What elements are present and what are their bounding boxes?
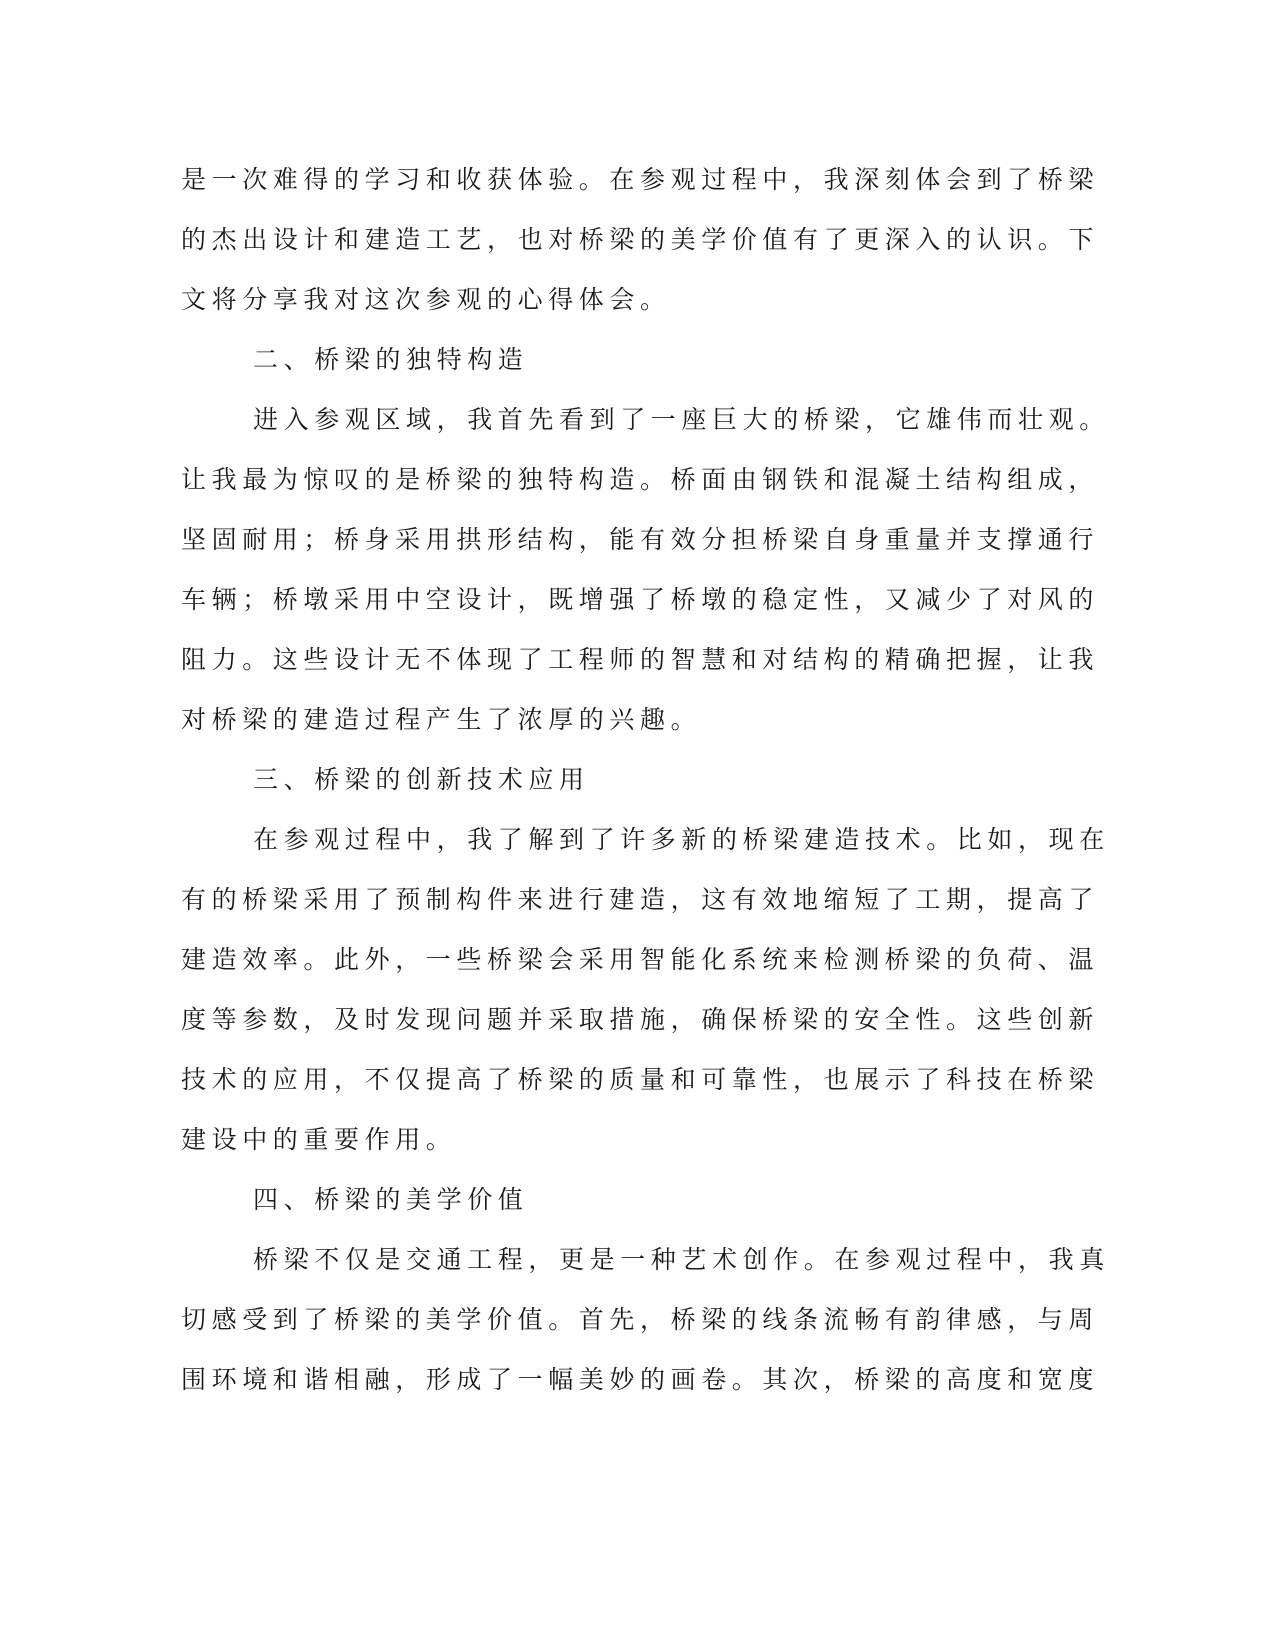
text-line: 技术的应用，不仅提高了桥梁的质量和可靠性，也展示了科技在桥梁	[181, 1065, 1100, 1094]
text-line: 文将分享我对这次参观的心得体会。	[181, 285, 671, 314]
text-line: 桥梁不仅是交通工程，更是一种艺术创作。在参观过程中，我真	[253, 1245, 1110, 1274]
text-line: 车辆；桥墩采用中空设计，既增强了桥墩的稳定性，又减少了对风的	[181, 585, 1100, 614]
document-page	[181, 150, 1110, 1410]
text-line: 是一次难得的学习和收获体验。在参观过程中，我深刻体会到了桥梁	[181, 165, 1100, 194]
text-line: 度等参数，及时发现问题并采取措施，确保桥梁的安全性。这些创新	[181, 1005, 1100, 1034]
text-line: 在参观过程中，我了解到了许多新的桥梁建造技术。比如，现在	[253, 825, 1110, 854]
text-line: 建设中的重要作用。	[181, 1125, 457, 1154]
text-line: 阻力。这些设计无不体现了工程师的智慧和对结构的精确把握，让我	[181, 645, 1100, 674]
innovation-paragraph	[181, 810, 1110, 1170]
text-line: 坚固耐用；桥身采用拱形结构，能有效分担桥梁自身重量并支撑通行	[181, 525, 1100, 554]
aesthetics-paragraph	[181, 1230, 1110, 1410]
structure-paragraph	[181, 390, 1110, 750]
text-line: 让我最为惊叹的是桥梁的独特构造。桥面由钢铁和混凝土结构组成，	[181, 465, 1100, 494]
intro-paragraph	[181, 150, 1100, 330]
section-heading-innovation: 三、桥梁的创新技术应用	[253, 765, 590, 794]
text-line: 进入参观区域，我首先看到了一座巨大的桥梁，它雄伟而壮观。	[253, 405, 1110, 434]
text-line: 围环境和谐相融，形成了一幅美妙的画卷。其次，桥梁的高度和宽度	[181, 1365, 1100, 1394]
section-heading-structure: 二、桥梁的独特构造	[253, 345, 529, 374]
text-line: 对桥梁的建造过程产生了浓厚的兴趣。	[181, 705, 702, 734]
text-line: 建造效率。此外，一些桥梁会采用智能化系统来检测桥梁的负荷、温	[181, 945, 1100, 974]
section-heading-aesthetics: 四、桥梁的美学价值	[253, 1185, 529, 1214]
text-line: 有的桥梁采用了预制构件来进行建造，这有效地缩短了工期，提高了	[181, 885, 1100, 914]
text-line: 切感受到了桥梁的美学价值。首先，桥梁的线条流畅有韵律感，与周	[181, 1305, 1100, 1334]
text-line: 的杰出设计和建造工艺，也对桥梁的美学价值有了更深入的认识。下	[181, 225, 1100, 254]
